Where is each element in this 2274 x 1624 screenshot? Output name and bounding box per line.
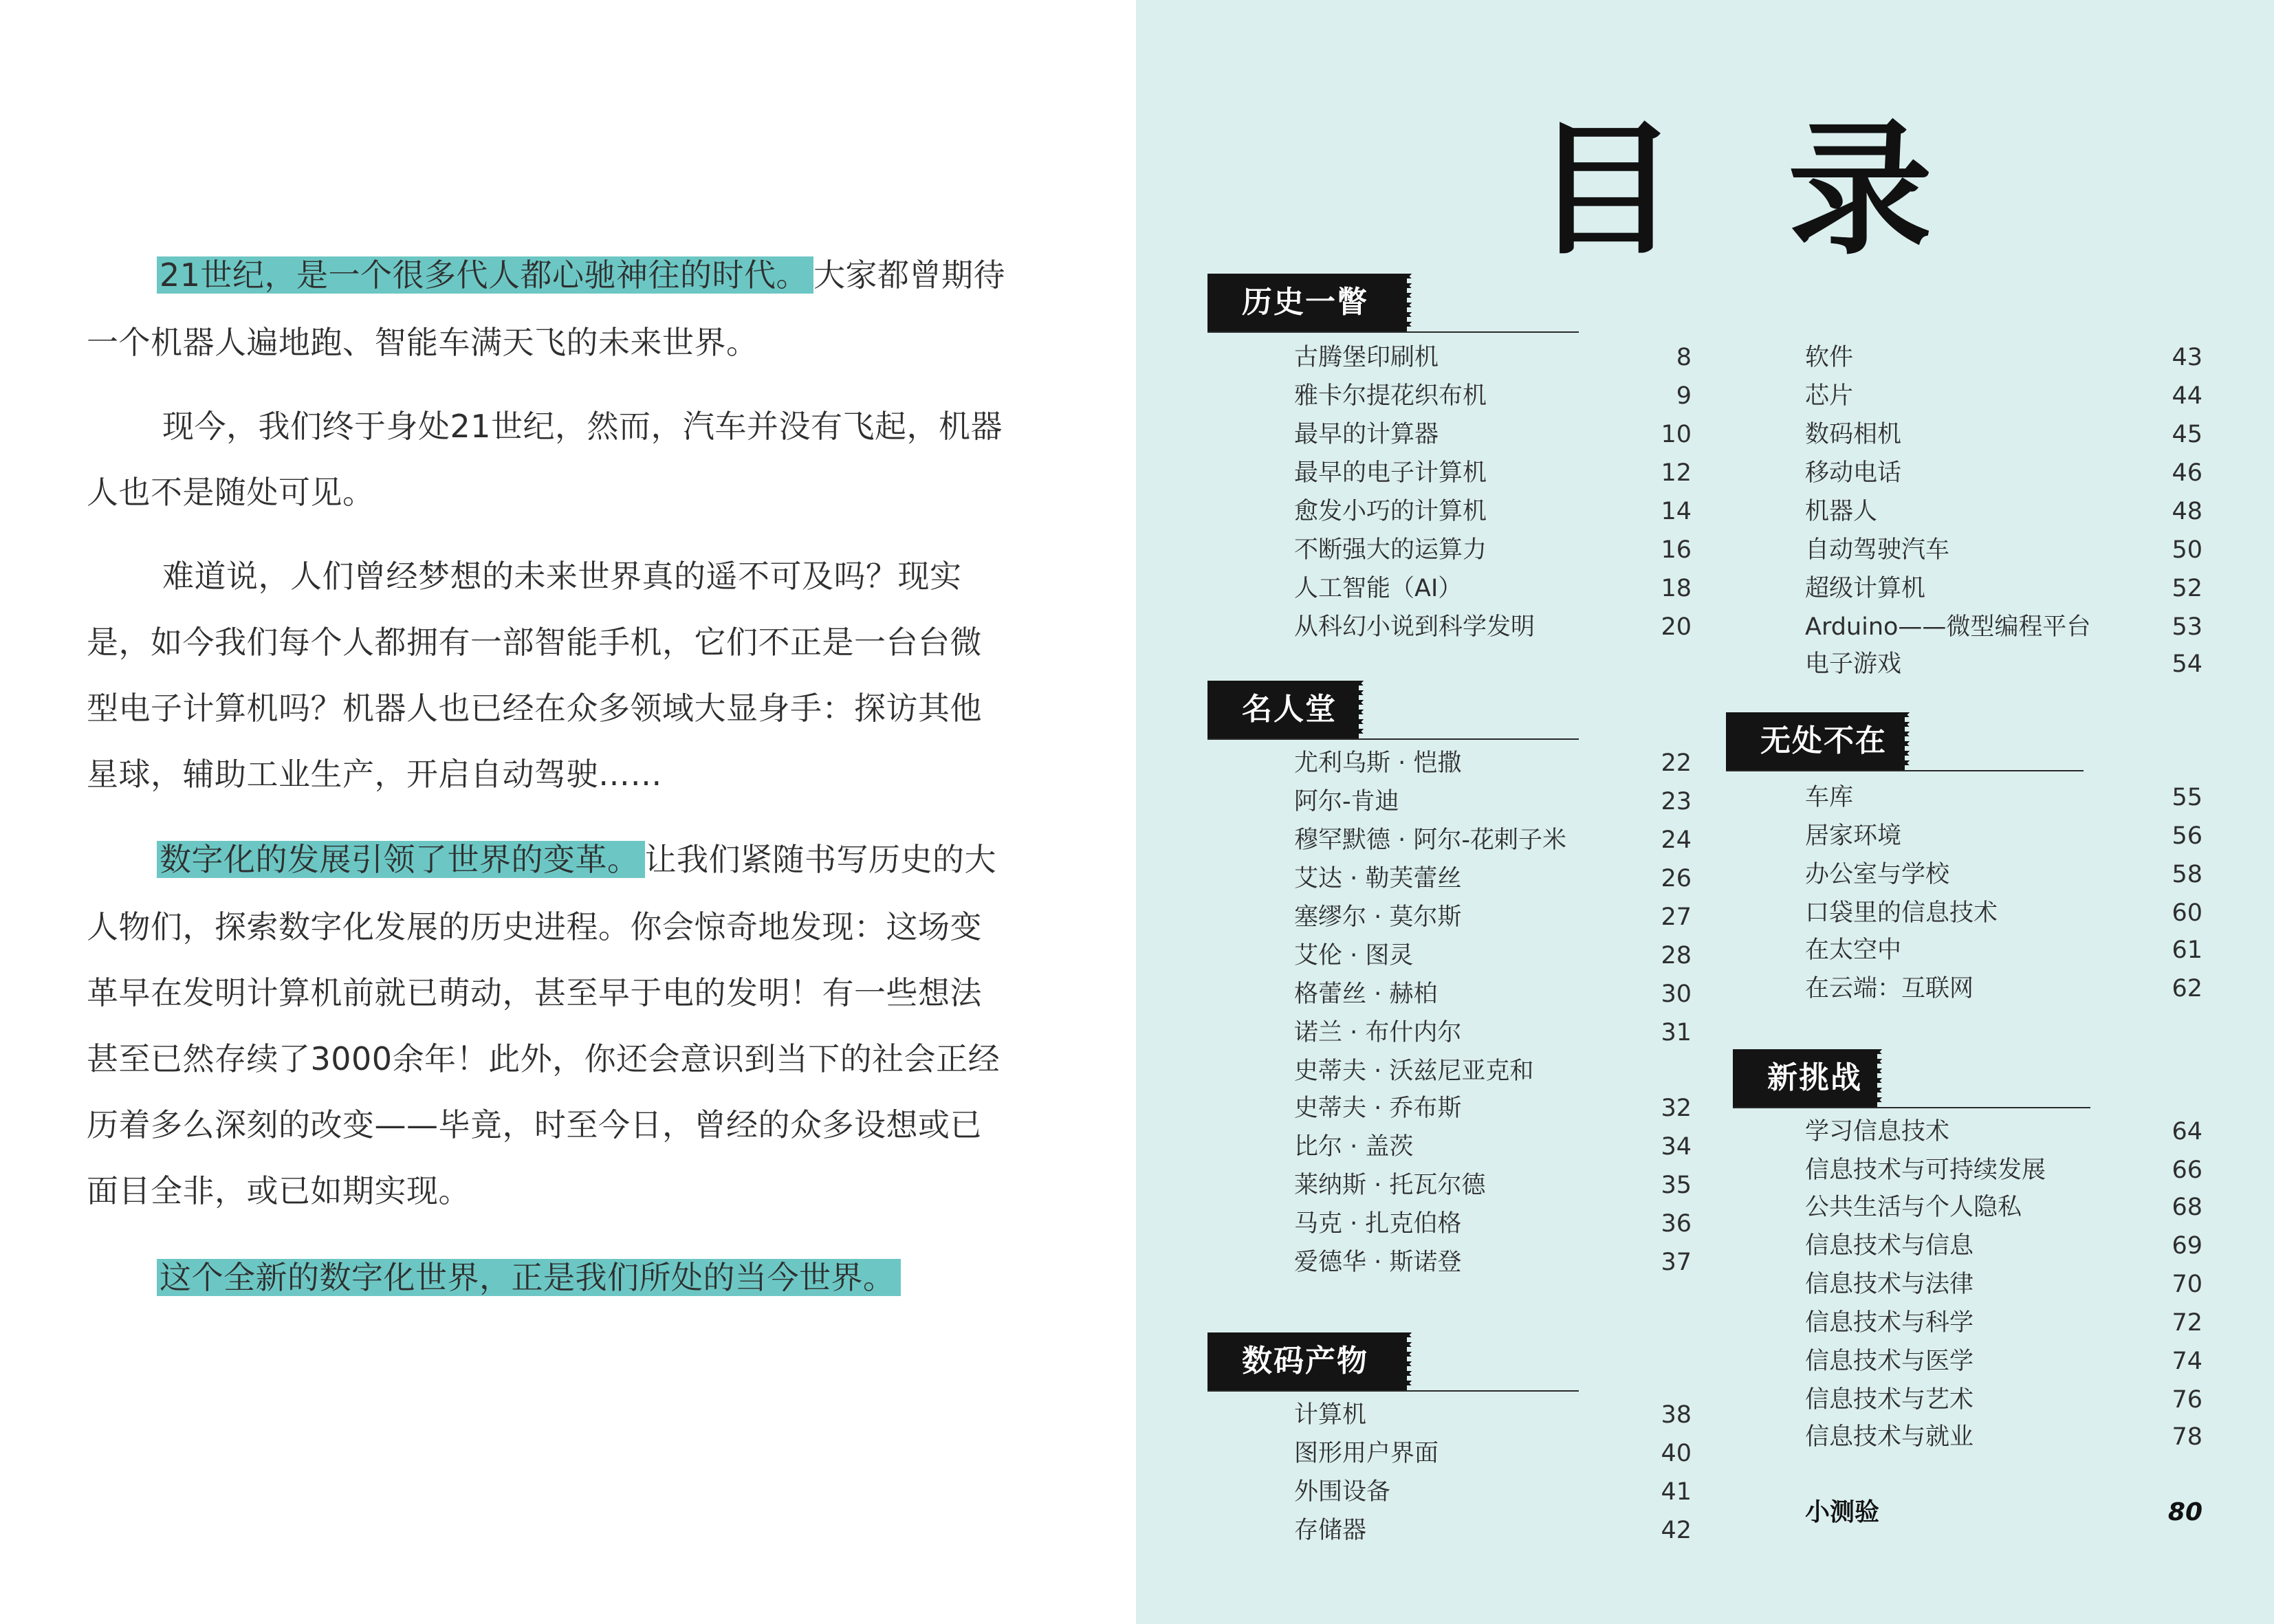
intro-p3-line3: 型电子计算机吗？机器人也已经在众多领域大显身手：探访其他 xyxy=(87,690,982,727)
section-rule-digital-products xyxy=(1207,1390,1579,1392)
toc-item-page: 44 xyxy=(2172,382,2202,410)
toc-item-title: 最早的电子计算机 xyxy=(1294,459,1487,487)
toc-item-title: 史蒂夫 · 沃兹尼亚克和 xyxy=(1294,1057,1534,1085)
toc-item[interactable] xyxy=(1294,1053,1692,1089)
intro-p2-line2: 人也不是随处可见。 xyxy=(87,474,375,511)
toc-item[interactable] xyxy=(1294,378,1692,414)
toc-item[interactable] xyxy=(1294,1206,1692,1242)
toc-item-page: 60 xyxy=(2172,899,2202,927)
toc-item[interactable] xyxy=(1294,938,1692,974)
toc-item-page: 42 xyxy=(1661,1517,1692,1544)
toc-item[interactable] xyxy=(1294,1436,1692,1471)
toc-item-title: 信息技术与医学 xyxy=(1805,1348,1974,1375)
toc-item-title: 信息技术与科学 xyxy=(1805,1309,1974,1337)
intro-p1-highlight: 21世纪，是一个很多代人都心驰神往的时代。 xyxy=(157,256,813,294)
toc-item-title: 愈发小巧的计算机 xyxy=(1294,498,1487,525)
toc-item[interactable] xyxy=(1805,609,2202,645)
toc-item-title: 尤利乌斯 · 恺撒 xyxy=(1294,749,1462,777)
intro-p3-line1: 难道说，人们曾经梦想的未来世界真的遥不可及吗？现实 xyxy=(162,558,962,595)
toc-item[interactable] xyxy=(1805,857,2202,892)
toc-item[interactable] xyxy=(1294,1474,1692,1510)
toc-item-page: 34 xyxy=(1661,1133,1692,1161)
toc-item[interactable] xyxy=(1294,976,1692,1012)
intro-p4-line1 xyxy=(157,839,996,880)
section-rule-hall-of-fame xyxy=(1207,738,1579,740)
toc-item[interactable] xyxy=(1294,1129,1692,1165)
toc-item-page: 40 xyxy=(1661,1440,1692,1467)
toc-item-page: 28 xyxy=(1661,942,1692,969)
toc-item[interactable] xyxy=(1805,340,2202,375)
intro-p4-line2: 人物们，探索数字化发展的历史进程。你会惊奇地发现：这场变 xyxy=(87,908,982,945)
toc-title-1: 目 xyxy=(1533,106,1679,274)
toc-item-page: 72 xyxy=(2172,1309,2202,1337)
intro-page xyxy=(0,0,1136,1624)
intro-p5-line1 xyxy=(157,1257,901,1298)
toc-item[interactable] xyxy=(1294,861,1692,897)
intro-p4-highlight: 数字化的发展引领了世界的变革。 xyxy=(157,841,645,878)
toc-item-title: 不断强大的运算力 xyxy=(1294,536,1487,564)
toc-item-title: 在太空中 xyxy=(1805,936,1902,964)
toc-item[interactable] xyxy=(1294,784,1692,820)
toc-item-title: 芯片 xyxy=(1805,382,1854,410)
toc-item-title: 格蕾丝 · 赫柏 xyxy=(1294,980,1438,1008)
toc-item-title: 雅卡尔提花织布机 xyxy=(1294,382,1487,410)
section-rule-new-challenges xyxy=(1733,1107,2090,1108)
toc-item[interactable] xyxy=(1294,1015,1692,1051)
toc-item-page: 16 xyxy=(1661,536,1692,564)
toc-item[interactable] xyxy=(1294,455,1692,491)
toc-item-title: 最早的计算器 xyxy=(1294,421,1439,448)
toc-item[interactable] xyxy=(1805,818,2202,854)
toc-item-title: 图形用户界面 xyxy=(1294,1440,1439,1467)
toc-item-page: 78 xyxy=(2172,1423,2202,1451)
intro-p3-line4: 星球，辅助工业生产，开启自动驾驶…… xyxy=(87,756,662,793)
toc-item-title: 阿尔-肯迪 xyxy=(1294,788,1399,815)
toc-item-title: 史蒂夫 · 乔布斯 xyxy=(1294,1095,1462,1122)
toc-item-title: 塞缪尔 · 莫尔斯 xyxy=(1294,903,1462,931)
toc-item[interactable] xyxy=(1805,971,2202,1007)
toc-item[interactable] xyxy=(1805,895,2202,931)
toc-item-page: 20 xyxy=(1661,613,1692,641)
toc-item[interactable] xyxy=(1805,494,2202,529)
toc-item-title: 艾达 · 勒芙蕾丝 xyxy=(1294,865,1462,892)
toc-item-title: 穆罕默德 · 阿尔-花剌子米 xyxy=(1294,826,1567,854)
toc-item-page: 9 xyxy=(1676,382,1692,410)
section-heading-digital-products: 数码产物 xyxy=(1207,1332,1407,1390)
toc-item-title: 办公室与学校 xyxy=(1805,861,1950,888)
toc-item-title: 比尔 · 盖茨 xyxy=(1294,1133,1414,1161)
toc-item-title: 信息技术与就业 xyxy=(1805,1423,1974,1451)
toc-item-page: 64 xyxy=(2172,1118,2202,1145)
toc-quiz-title: 小测验 xyxy=(1805,1498,1880,1526)
toc-item[interactable] xyxy=(1805,455,2202,491)
toc-item-page: 24 xyxy=(1661,826,1692,854)
toc-item-title: 电子游戏 xyxy=(1805,650,1902,678)
toc-item-title: 车库 xyxy=(1805,784,1854,811)
toc-item-page: 43 xyxy=(2172,344,2202,371)
toc-item-title: 信息技术与艺术 xyxy=(1805,1386,1974,1414)
toc-item[interactable] xyxy=(1805,1152,2202,1188)
intro-p1-rest: 大家都曾期待 xyxy=(813,256,1006,294)
toc-item-page: 27 xyxy=(1661,903,1692,931)
intro-p4-line6: 面目全非，或已如期实现。 xyxy=(87,1172,470,1209)
intro-p1-line2: 一个机器人遍地跑、智能车满天飞的未来世界。 xyxy=(87,324,758,361)
toc-item-page: 10 xyxy=(1661,421,1692,448)
toc-item[interactable] xyxy=(1294,609,1692,645)
toc-quiz[interactable] xyxy=(1805,1493,2202,1532)
toc-item-page: 50 xyxy=(2172,536,2202,564)
toc-item-title: 机器人 xyxy=(1805,498,1878,525)
section-rule-everywhere xyxy=(1726,770,2084,771)
toc-item-page: 62 xyxy=(2172,975,2202,1002)
toc-item[interactable] xyxy=(1805,1419,2202,1455)
intro-p2-line1: 现今，我们终于身处21世纪，然而，汽车并没有飞起，机器 xyxy=(162,408,1003,445)
toc-item[interactable] xyxy=(1805,378,2202,414)
toc-item[interactable] xyxy=(1805,1305,2202,1341)
toc-item[interactable] xyxy=(1805,646,2202,682)
toc-item-title: 计算机 xyxy=(1294,1401,1367,1429)
toc-item-page: 68 xyxy=(2172,1194,2202,1221)
intro-p4-line3: 革早在发明计算机前就已萌动，甚至早于电的发明！有一些想法 xyxy=(87,974,982,1011)
toc-title-2: 录 xyxy=(1788,106,1933,274)
intro-p4-rest: 让我们紧随书写历史的大 xyxy=(644,841,996,878)
toc-item-page: 35 xyxy=(1661,1172,1692,1199)
toc-item-page: 37 xyxy=(1661,1249,1692,1276)
toc-item-title: 自动驾驶汽车 xyxy=(1805,536,1950,564)
toc-item[interactable] xyxy=(1805,1228,2202,1264)
toc-item-page: 30 xyxy=(1661,980,1692,1008)
section-rule-history xyxy=(1207,331,1579,333)
toc-item[interactable] xyxy=(1294,822,1692,858)
intro-p1-line1 xyxy=(157,254,1005,296)
toc-item[interactable] xyxy=(1805,1382,2202,1418)
toc-item-title: 马克 · 扎克伯格 xyxy=(1294,1210,1462,1238)
toc-item-page: 23 xyxy=(1661,788,1692,815)
toc-item-title: 从科幻小说到科学发明 xyxy=(1294,613,1535,641)
toc-item[interactable] xyxy=(1294,745,1692,781)
section-heading-hall-of-fame: 名人堂 xyxy=(1207,681,1359,738)
toc-item-page: 31 xyxy=(1661,1019,1692,1046)
toc-item-page: 45 xyxy=(2172,421,2202,448)
toc-item-title: 信息技术与法律 xyxy=(1805,1271,1974,1298)
toc-item[interactable] xyxy=(1294,1090,1692,1126)
toc-item[interactable] xyxy=(1805,1189,2202,1225)
toc-item[interactable] xyxy=(1294,571,1692,606)
toc-item[interactable] xyxy=(1294,899,1692,935)
toc-item-page: 55 xyxy=(2172,784,2202,811)
section-heading-history: 历史一瞥 xyxy=(1207,274,1407,331)
toc-item-page: 36 xyxy=(1661,1210,1692,1238)
toc-item[interactable] xyxy=(1294,1244,1692,1280)
toc-item-title: 艾伦 · 图灵 xyxy=(1294,942,1414,969)
toc-item-title: 古腾堡印刷机 xyxy=(1294,344,1439,371)
toc-item[interactable] xyxy=(1805,1266,2202,1302)
toc-item-page: 70 xyxy=(2172,1271,2202,1298)
toc-item-page: 46 xyxy=(2172,459,2202,487)
toc-item-title: 爱德华 · 斯诺登 xyxy=(1294,1249,1462,1276)
toc-item-title: 移动电话 xyxy=(1805,459,1902,487)
toc-page xyxy=(1136,0,2274,1624)
toc-item-page: 52 xyxy=(2172,575,2202,602)
toc-item-page: 53 xyxy=(2172,613,2202,641)
toc-item-title: 信息技术与可持续发展 xyxy=(1805,1156,2046,1184)
toc-item-title: 公共生活与个人隐私 xyxy=(1805,1194,2022,1221)
toc-item[interactable] xyxy=(1805,571,2202,606)
toc-item[interactable] xyxy=(1294,417,1692,452)
toc-item-page: 69 xyxy=(2172,1232,2202,1260)
intro-p4-line5: 历着多么深刻的改变——毕竟，时至今日，曾经的众多设想或已 xyxy=(87,1106,982,1143)
toc-item-title: 软件 xyxy=(1805,344,1854,371)
section-heading-everywhere: 无处不在 xyxy=(1726,712,1905,770)
toc-item-page: 54 xyxy=(2172,650,2202,678)
toc-item-page: 74 xyxy=(2172,1348,2202,1375)
toc-item-page: 66 xyxy=(2172,1156,2202,1184)
toc-item[interactable] xyxy=(1294,532,1692,568)
toc-item-title: 口袋里的信息技术 xyxy=(1805,899,1998,927)
toc-item-page: 22 xyxy=(1661,749,1692,777)
intro-p5-highlight: 这个全新的数字化世界，正是我们所处的当今世界。 xyxy=(157,1259,901,1296)
toc-item[interactable] xyxy=(1294,494,1692,529)
toc-item-title: 外围设备 xyxy=(1294,1478,1391,1506)
toc-item-title: 数码相机 xyxy=(1805,421,1902,448)
toc-item[interactable] xyxy=(1805,1343,2202,1379)
toc-item-title: 人工智能（AI） xyxy=(1294,575,1463,602)
toc-item-title: 诺兰 · 布什内尔 xyxy=(1294,1019,1462,1046)
toc-item-title: Arduino——微型编程平台 xyxy=(1805,613,2091,641)
toc-item[interactable] xyxy=(1294,1397,1692,1433)
intro-p3-line2: 是，如今我们每个人都拥有一部智能手机，它们不正是一台台微 xyxy=(87,624,982,661)
toc-item-page: 12 xyxy=(1661,459,1692,487)
toc-item[interactable] xyxy=(1805,1114,2202,1150)
toc-item[interactable] xyxy=(1805,780,2202,815)
toc-item-title: 在云端：互联网 xyxy=(1805,975,1974,1002)
toc-item[interactable] xyxy=(1805,532,2202,568)
toc-item-page: 58 xyxy=(2172,861,2202,888)
toc-item-title: 存储器 xyxy=(1294,1517,1367,1544)
toc-item-title: 超级计算机 xyxy=(1805,575,1926,602)
toc-item[interactable] xyxy=(1294,340,1692,375)
toc-item-page: 38 xyxy=(1661,1401,1692,1429)
toc-item-page: 76 xyxy=(2172,1386,2202,1414)
toc-item-title: 居家环境 xyxy=(1805,822,1902,850)
toc-item-page: 56 xyxy=(2172,822,2202,850)
toc-quiz-page: 80 xyxy=(2167,1498,2202,1526)
toc-item-page: 61 xyxy=(2172,936,2202,964)
toc-item-page: 18 xyxy=(1661,575,1692,602)
toc-item[interactable] xyxy=(1805,932,2202,968)
toc-item-page: 14 xyxy=(1661,498,1692,525)
toc-item-page: 41 xyxy=(1661,1478,1692,1506)
toc-item[interactable] xyxy=(1294,1167,1692,1203)
toc-item-page: 8 xyxy=(1676,344,1692,371)
toc-item-page: 32 xyxy=(1661,1095,1692,1122)
toc-item-title: 信息技术与信息 xyxy=(1805,1232,1974,1260)
toc-item-title: 学习信息技术 xyxy=(1805,1118,1950,1145)
intro-p4-line4: 甚至已然存续了3000余年！此外，你还会意识到当下的社会正经 xyxy=(87,1040,1001,1077)
toc-item-page: 48 xyxy=(2172,498,2202,525)
section-heading-new-challenges: 新挑战 xyxy=(1733,1049,1877,1107)
toc-item-page: 26 xyxy=(1661,865,1692,892)
toc-item-title: 莱纳斯 · 托瓦尔德 xyxy=(1294,1172,1486,1199)
toc-item[interactable] xyxy=(1805,417,2202,452)
toc-item[interactable] xyxy=(1294,1513,1692,1548)
